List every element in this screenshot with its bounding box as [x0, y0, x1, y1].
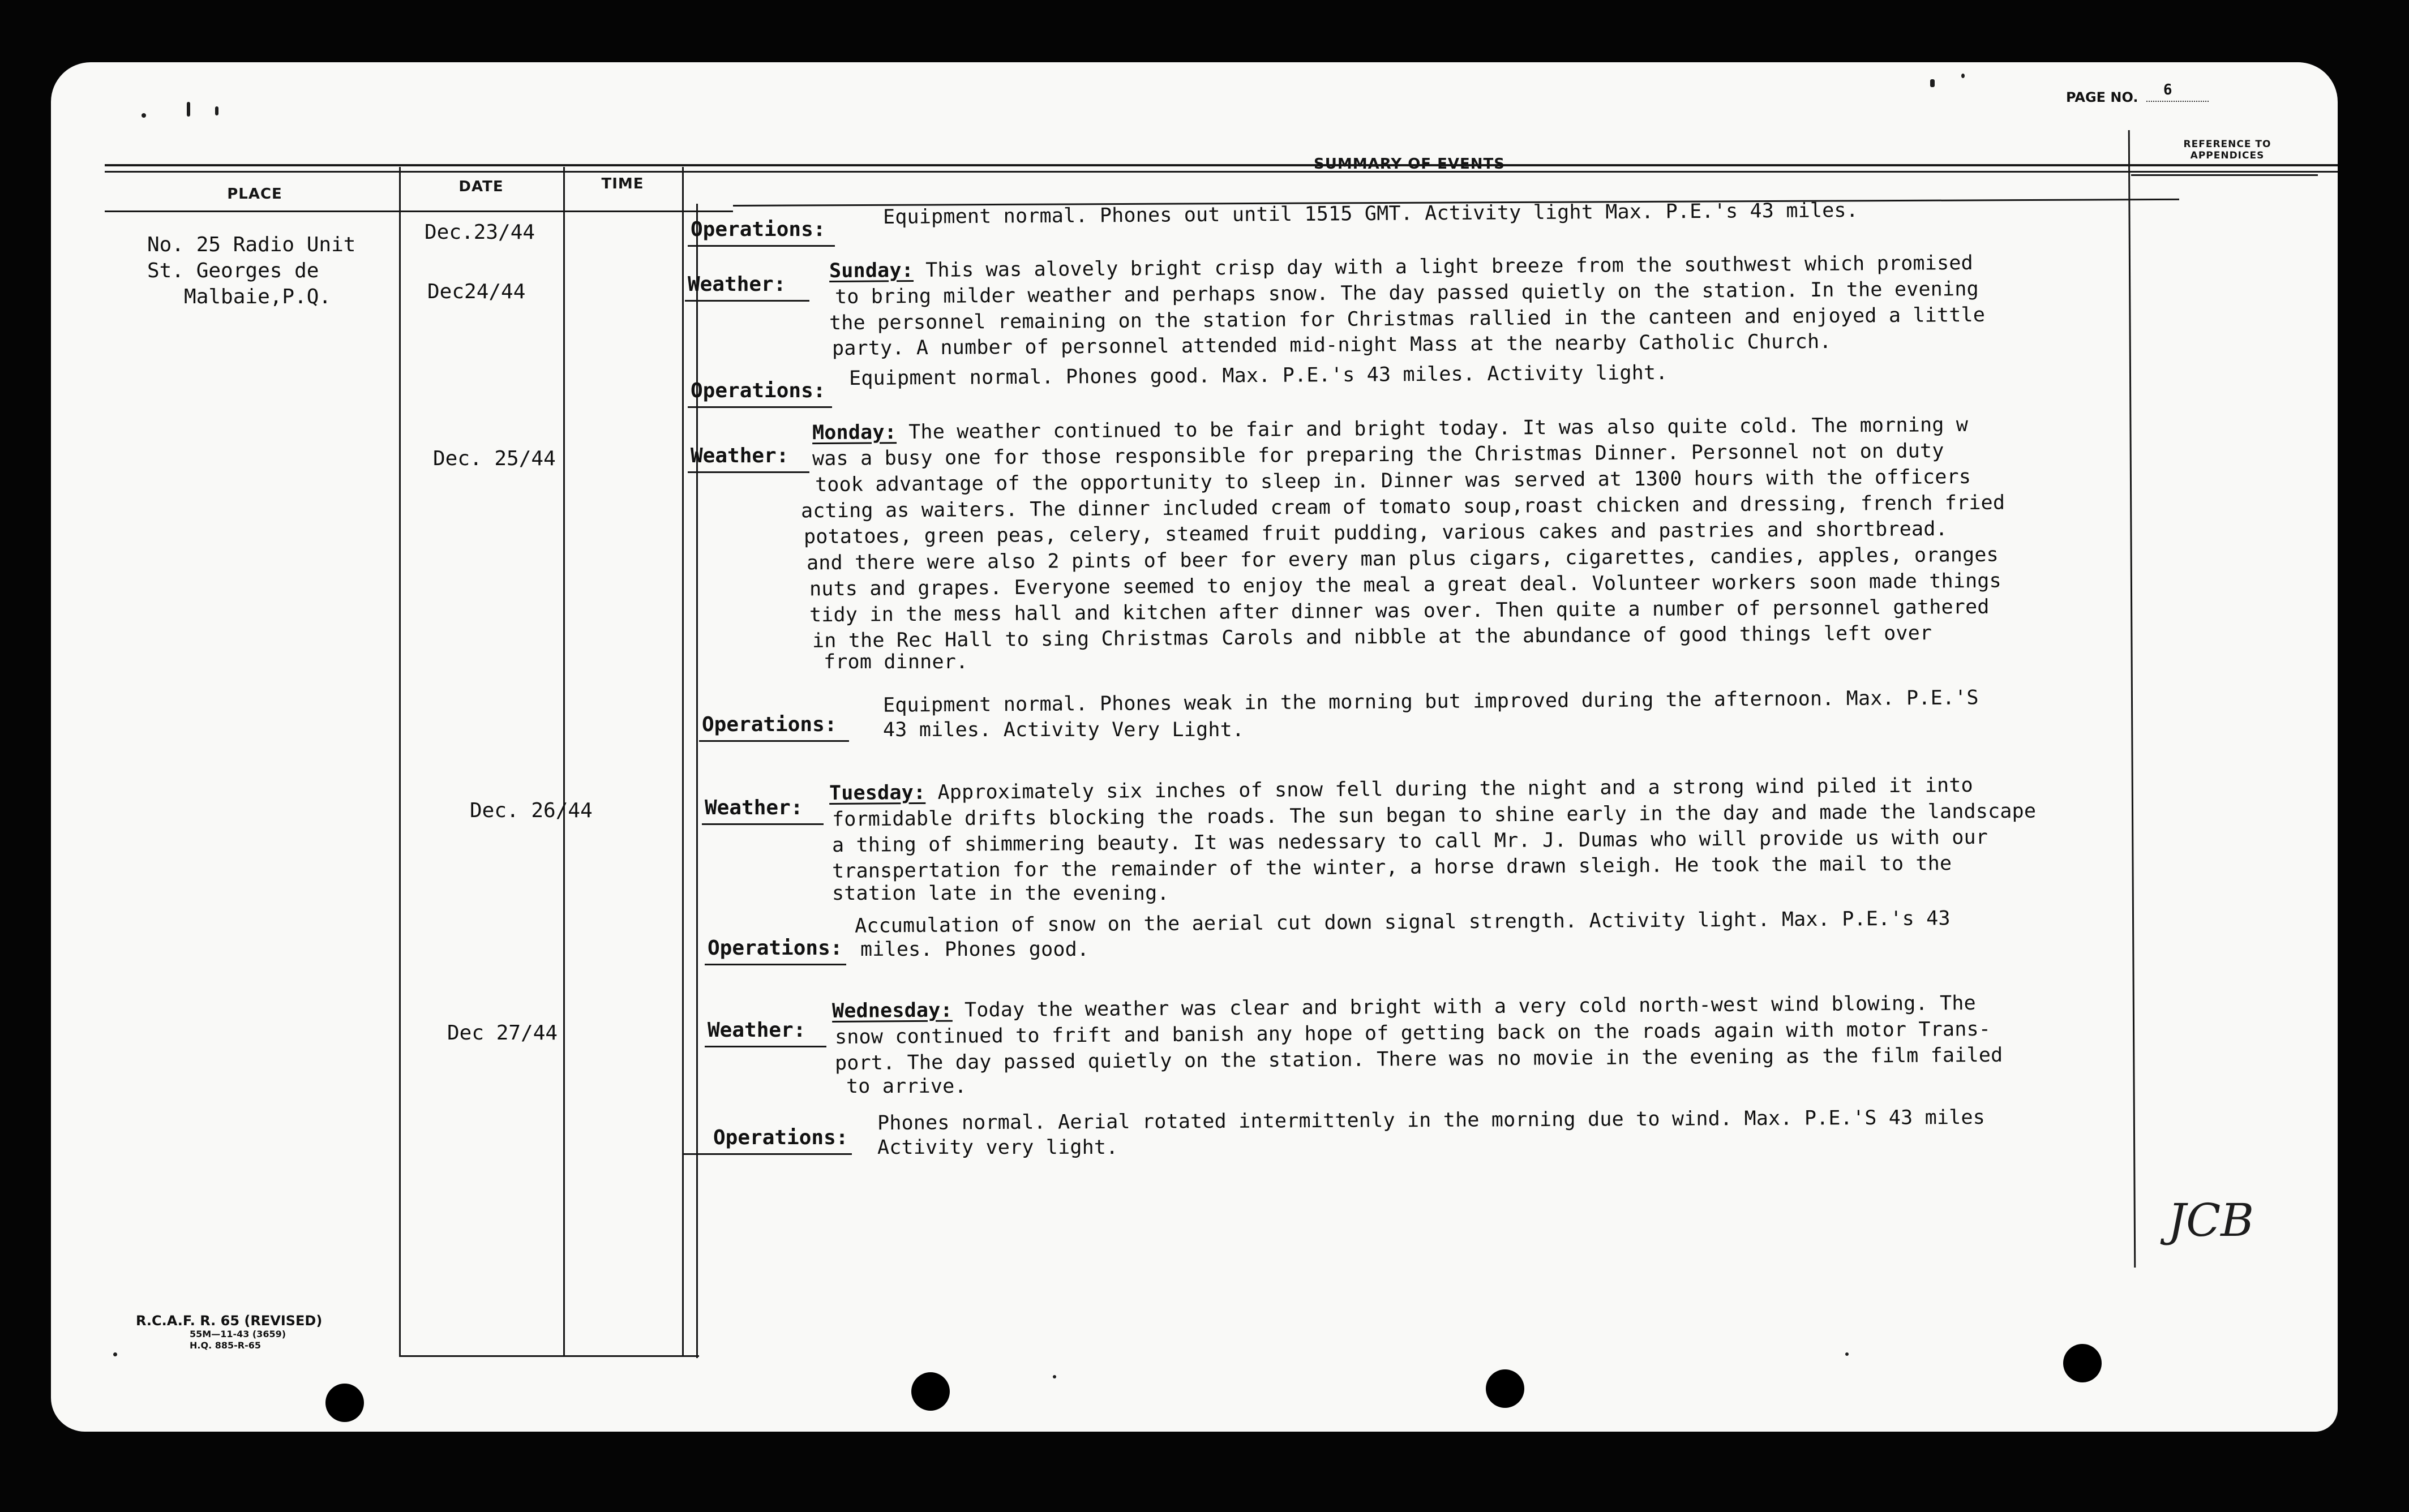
date-dec23: Dec.23/44: [425, 221, 535, 244]
handwritten-initials: JCB: [2168, 1194, 2254, 1247]
entry-dec24-weather-line: Sunday: This was alovely bright crisp day with a light breeze from the southwest which promised: [829, 251, 1973, 283]
date-dec26: Dec. 26/44: [470, 799, 593, 822]
entry-dec25-ops-line: Equipment normal. Phones weak in the morning but improved during the afternoon. Max. P.E.'S: [882, 686, 1979, 717]
entry-dec24-weather-line: to bring milder weather and perhaps snow. The day passed quietly on the station. In the evening: [834, 277, 1979, 309]
entry-dec24-weather-line: party. A number of personnel attended mid-night Mass at the nearby Catholic Church.: [831, 330, 1832, 360]
form-code-2: H.Q. 885-R-65: [190, 1340, 261, 1351]
place-text: No. 25 Radio Unit St. Georges de Malbaie,P.Q.: [147, 233, 356, 308]
entry-dec27-ops-line: Phones normal. Aerial rotated intermittenly in the morning due to wind. Max. P.E.'S 43 miles: [877, 1106, 1986, 1135]
punch-hole: [2063, 1344, 2102, 1382]
entry-dec26-weather-line: formidable drifts blocking the roads. The sun began to shine early in the day and made the landscape: [831, 800, 2037, 831]
entry-dec27-weather-line: snow continued to frift and banish any hope of getting back on the roads again with motor Trans-: [834, 1017, 1991, 1049]
entry-dec26-weather-line: station late in the evening.: [832, 882, 1169, 905]
entry-dec25-ops-line: 43 miles. Activity Very Light.: [883, 719, 1245, 741]
header-time: TIME: [601, 175, 644, 192]
col-divider-place: [399, 167, 401, 1355]
entry-dec27-weather-line: port. The day passed quietly on the station. There was no movie in the evening as the film failed: [834, 1043, 2003, 1075]
entry-dec25-weather-line: nuts and grapes. Everyone seemed to enjoy the meal a great deal. Volunteer workers soon made things: [809, 569, 2002, 601]
date-dec27: Dec 27/44: [447, 1021, 558, 1045]
entry-dec25-weather-line: tidy in the mess hall and kitchen after dinner was over. Then quite a number of personnel gathered: [809, 595, 1990, 627]
entry-dec25-weather-line: and there were also 2 pints of beer for every man plus cigars, cigarettes, candies, apples, oranges: [806, 543, 1999, 575]
label-operations-dec26: Operations:: [708, 937, 843, 960]
entry-dec26-ops-line: Accumulation of snow on the aerial cut down signal strength. Activity light. Max. P.E.'s 43: [854, 907, 1951, 938]
page-number-label: PAGE NO.: [2066, 89, 2138, 105]
header-summary: SUMMARY OF EVENTS: [1314, 156, 1505, 173]
label-weather-dec27: Weather:: [708, 1019, 806, 1042]
col-divider-time: [682, 167, 684, 1355]
col-divider-reference: [2128, 130, 2136, 1268]
entry-dec25-weather-line: Monday: The weather continued to be fair and bright today. It was also quite cold. The morning w: [812, 413, 1969, 445]
entry-dec27-ops-line: Activity very light.: [877, 1136, 1118, 1159]
label-weather-dec25: Weather:: [691, 444, 789, 467]
entry-dec25-weather-line: was a busy one for those responsible for preparing the Christmas Dinner. Personnel not on duty: [812, 440, 1944, 470]
entry-dec24-weather-line: the personnel remaining on the station for Christmas rallied in the canteen and enjoyed a little: [829, 303, 1986, 335]
label-operations-dec23: Operations:: [691, 218, 826, 241]
label-operations-dec24: Operations:: [691, 379, 826, 402]
entry-dec26-weather-line: transpertation for the remainder of the winter, a horse drawn sleigh. He took the mail to the: [831, 852, 1952, 883]
entry-dec26-ops-line: miles. Phones good.: [860, 938, 1090, 961]
entry-dec23-ops-line: Equipment normal. Phones out until 1515 GMT. Activity light Max. P.E.'s 43 miles.: [882, 199, 1859, 229]
form-code-1: 55M—11-43 (3659): [190, 1329, 286, 1339]
header-place: PLACE: [227, 186, 282, 203]
label-weather-dec26: Weather:: [705, 796, 803, 819]
col-divider-summary: [696, 204, 698, 1358]
page-number: [2066, 81, 2209, 105]
entry-dec25-weather-line: acting as waiters. The dinner included cream of tomato soup,roast chicken and dressing, french fried: [800, 491, 2005, 523]
punch-hole: [1486, 1369, 1524, 1408]
col-divider-date: [563, 167, 565, 1355]
punch-hole: [325, 1384, 364, 1422]
entry-dec25-weather-line: in the Rec Hall to sing Christmas Carols and nibble at the abundance of good things left over: [812, 622, 1932, 652]
header-reference: REFERENCE TO APPENDICES: [2183, 139, 2271, 161]
date-dec24: Dec24/44: [427, 280, 526, 303]
entry-dec26-weather-line: Tuesday: Approximately six inches of snow fell during the night and a strong wind piled it into: [829, 774, 1973, 805]
entry-dec25-weather-line: from dinner.: [824, 651, 968, 673]
entry-dec27-weather-line: Wednesday: Today the weather was clear and bright with a very cold north-west wind blowing. The: [831, 991, 1976, 1023]
entry-dec25-weather-line: took advantage of the opportunity to sleep in. Dinner was served at 1300 hours with the officers: [815, 465, 1971, 497]
form-number: R.C.A.F. R. 65 (REVISED): [136, 1313, 323, 1329]
entry-dec24-ops-line: Equipment normal. Phones good. Max. P.E.'s 43 miles. Activity light.: [848, 361, 1668, 390]
form-footer: [136, 1313, 322, 1351]
header-date: DATE: [458, 178, 504, 195]
entry-dec26-weather-line: a thing of shimmering beauty. It was nedessary to call Mr. J. Dumas who will provide us with our: [831, 826, 1988, 857]
entry-dec27-weather-line: to arrive.: [846, 1075, 967, 1098]
date-dec25: Dec. 25/44: [433, 447, 556, 470]
page-number-value: 6: [2163, 81, 2172, 98]
diary-form-page: [51, 62, 2338, 1432]
label-weather-dec24: Weather:: [688, 273, 786, 296]
label-operations-dec27: Operations:: [713, 1126, 848, 1149]
label-operations-dec25: Operations:: [702, 713, 837, 736]
punch-hole: [911, 1372, 950, 1411]
entry-dec25-weather-line: potatoes, green peas, celery, steamed fruit pudding, various cakes and pastries and shortbread.: [803, 517, 1948, 549]
